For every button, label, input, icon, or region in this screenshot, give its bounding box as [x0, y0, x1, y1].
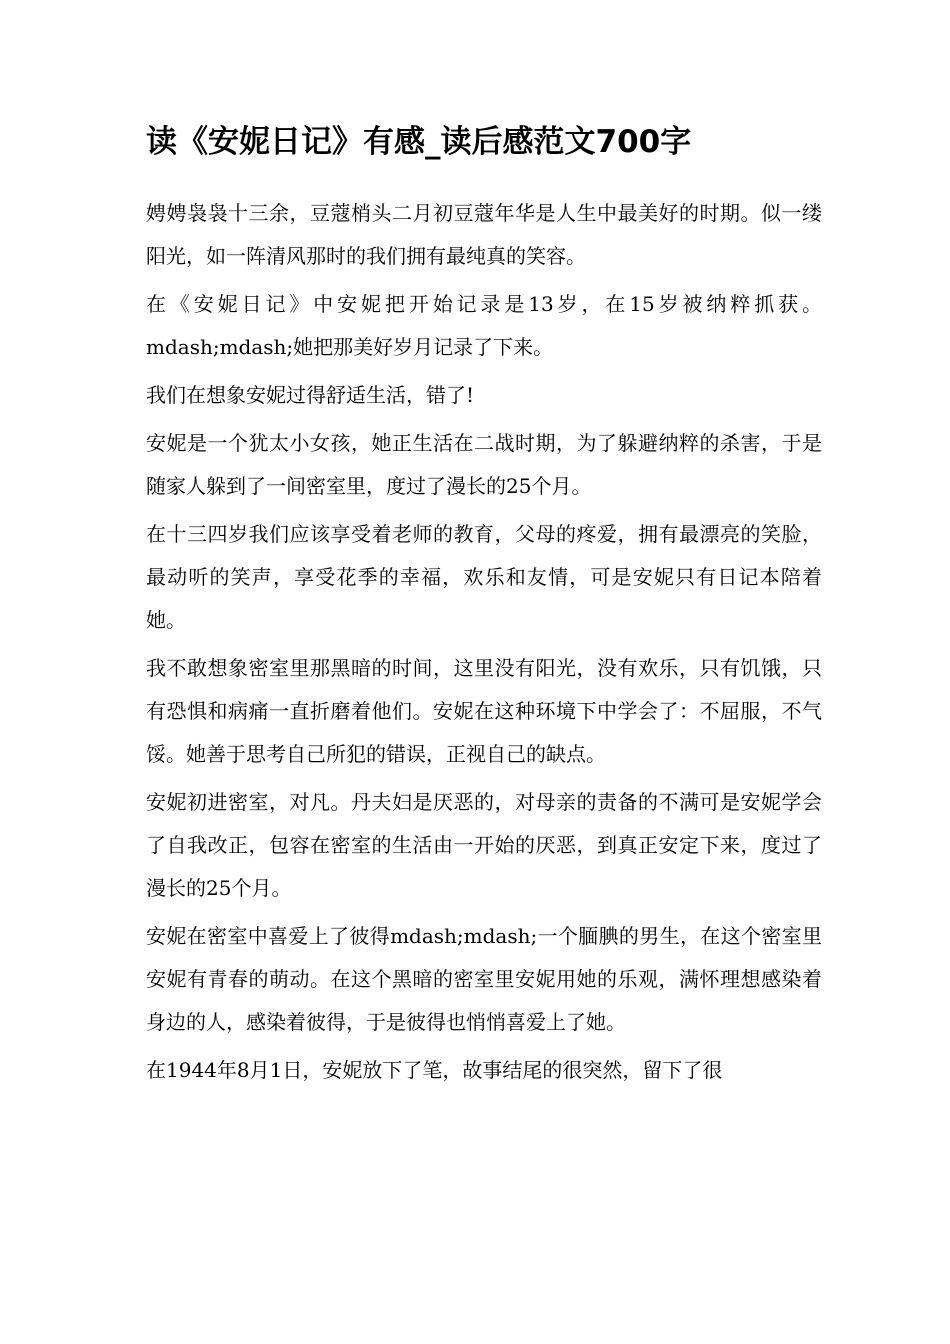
paragraph: 安妮是一个犹太小女孩，她正生活在二战时期，为了躲避纳粹的杀害，于是随家人躲到了一间密室里，度过了漫长的25个月。 — [146, 431, 822, 498]
paragraph: 我们在想象安妮过得舒适生活，错了! — [146, 383, 475, 407]
paragraph: 安妮初进密室，对凡。丹夫妇是厌恶的，对母亲的责备的不满可是安妮学会了自我改正，包容在密室的生活由一开始的厌恶，到真正安定下来，度过了漫长的25个月。 — [146, 790, 822, 900]
document-title: 读《安妮日记》有感_读后感范文700字 — [146, 124, 692, 160]
paragraph: 安妮在密室中喜爱上了彼得mdash;mdash;一个腼腆的男生，在这个密室里安妮有青春的萌动。在这个黑暗的密室里安妮用她的乐观，满怀理想感染着身边的人，感染着彼得，于是彼得也悄悄喜爱上了她。 — [146, 924, 822, 1034]
paragraph: 在《安妮日记》中安妮把开始记录是13岁，在15岁被纳粹抓获。mdash;mdash;她把那美好岁月记录了下来。 — [146, 292, 822, 359]
paragraph: 在十三四岁我们应该享受着老师的教育，父母的疼爱，拥有最漂亮的笑脸，最动听的笑声，享受花季的幸福，欢乐和友情，可是安妮只有日记本陪着她。 — [146, 522, 822, 632]
paragraph: 在1944年8月1日，安妮放下了笔，故事结尾的很突然，留下了很 — [146, 1058, 723, 1082]
document-body — [146, 192, 822, 1097]
paragraph: 我不敢想象密室里那黑暗的时间，这里没有阳光，没有欢乐，只有饥饿，只有恐惧和病痛一直折磨着他们。安妮在这种环境下中学会了：不屈服，不气馁。她善于思考自己所犯的错误，正视自己的缺点。 — [146, 656, 822, 766]
paragraph: 娉娉袅袅十三余，豆蔻梢头二月初豆蔻年华是人生中最美好的时期。似一缕阳光，如一阵清风那时的我们拥有最纯真的笑容。 — [146, 201, 822, 268]
